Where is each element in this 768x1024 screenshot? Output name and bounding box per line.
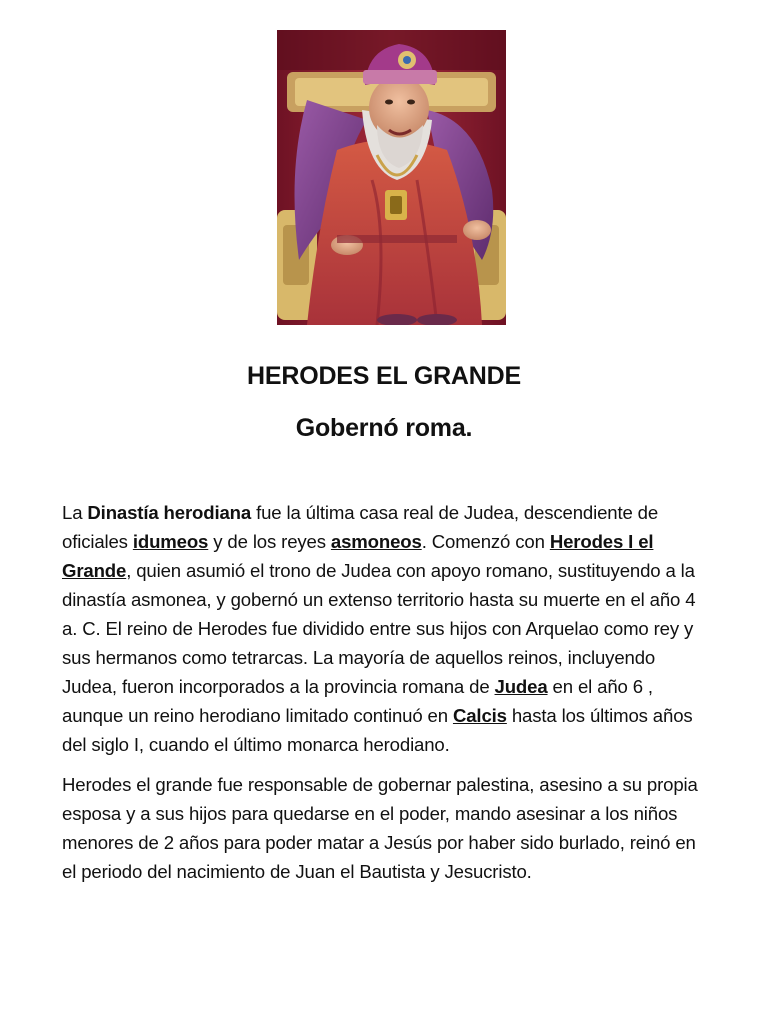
text-span: , quien asumió el trono de Judea con apoyo romano, sustituyendo a la dinastía asmonea, y gobernó un extenso territorio hasta su muerte en el año 4 a. C. El reino de Herodes fue dividido entre sus hijos con Arquelao como rey y sus hermanos como tetrarcas. La mayoría de aquellos reinos, incluyendo Judea, fueron incorporados a la provincia romana de — [62, 560, 696, 697]
paragraph-herodes: Herodes el grande fue responsable de gobernar palestina, asesino a su propia esposa y a sus hijos para quedarse en el poder, mando asesinar a los niños menores de 2 años para poder matar a Jesús por haber sido burlado, reinó en el periodo del nacimiento de Juan el Bautista y Jesucristo. — [62, 774, 698, 882]
text-span: fue la última casa real de Judea, descendiente de oficiales — [62, 502, 659, 552]
page-title: HERODES EL GRANDE — [247, 362, 521, 390]
text-span: y de los reyes — [208, 531, 331, 552]
paragraph-dynasty — [62, 498, 712, 759]
text-span: . Comenzó con — [421, 531, 550, 552]
link-asmoneos[interactable]: asmoneos — [330, 531, 422, 552]
link-judea[interactable]: Judea — [494, 676, 548, 697]
link-herodes-i[interactable]: Herodes I el Grande — [62, 531, 654, 581]
herod-portrait-image — [277, 30, 506, 325]
text-span: en el año 6 , aunque un reino herodiano limitado continuó en — [62, 676, 653, 726]
bold-term-dinastia: Dinastía herodiana — [87, 502, 252, 523]
link-idumeos[interactable]: idumeos — [132, 531, 209, 552]
page-subtitle: Gobernó roma. — [295, 414, 473, 442]
text-span: La — [62, 502, 88, 523]
link-calcis[interactable]: Calcis — [452, 705, 507, 726]
text-span: hasta los últimos años del siglo I, cuando el último monarca herodiano. — [62, 705, 693, 755]
